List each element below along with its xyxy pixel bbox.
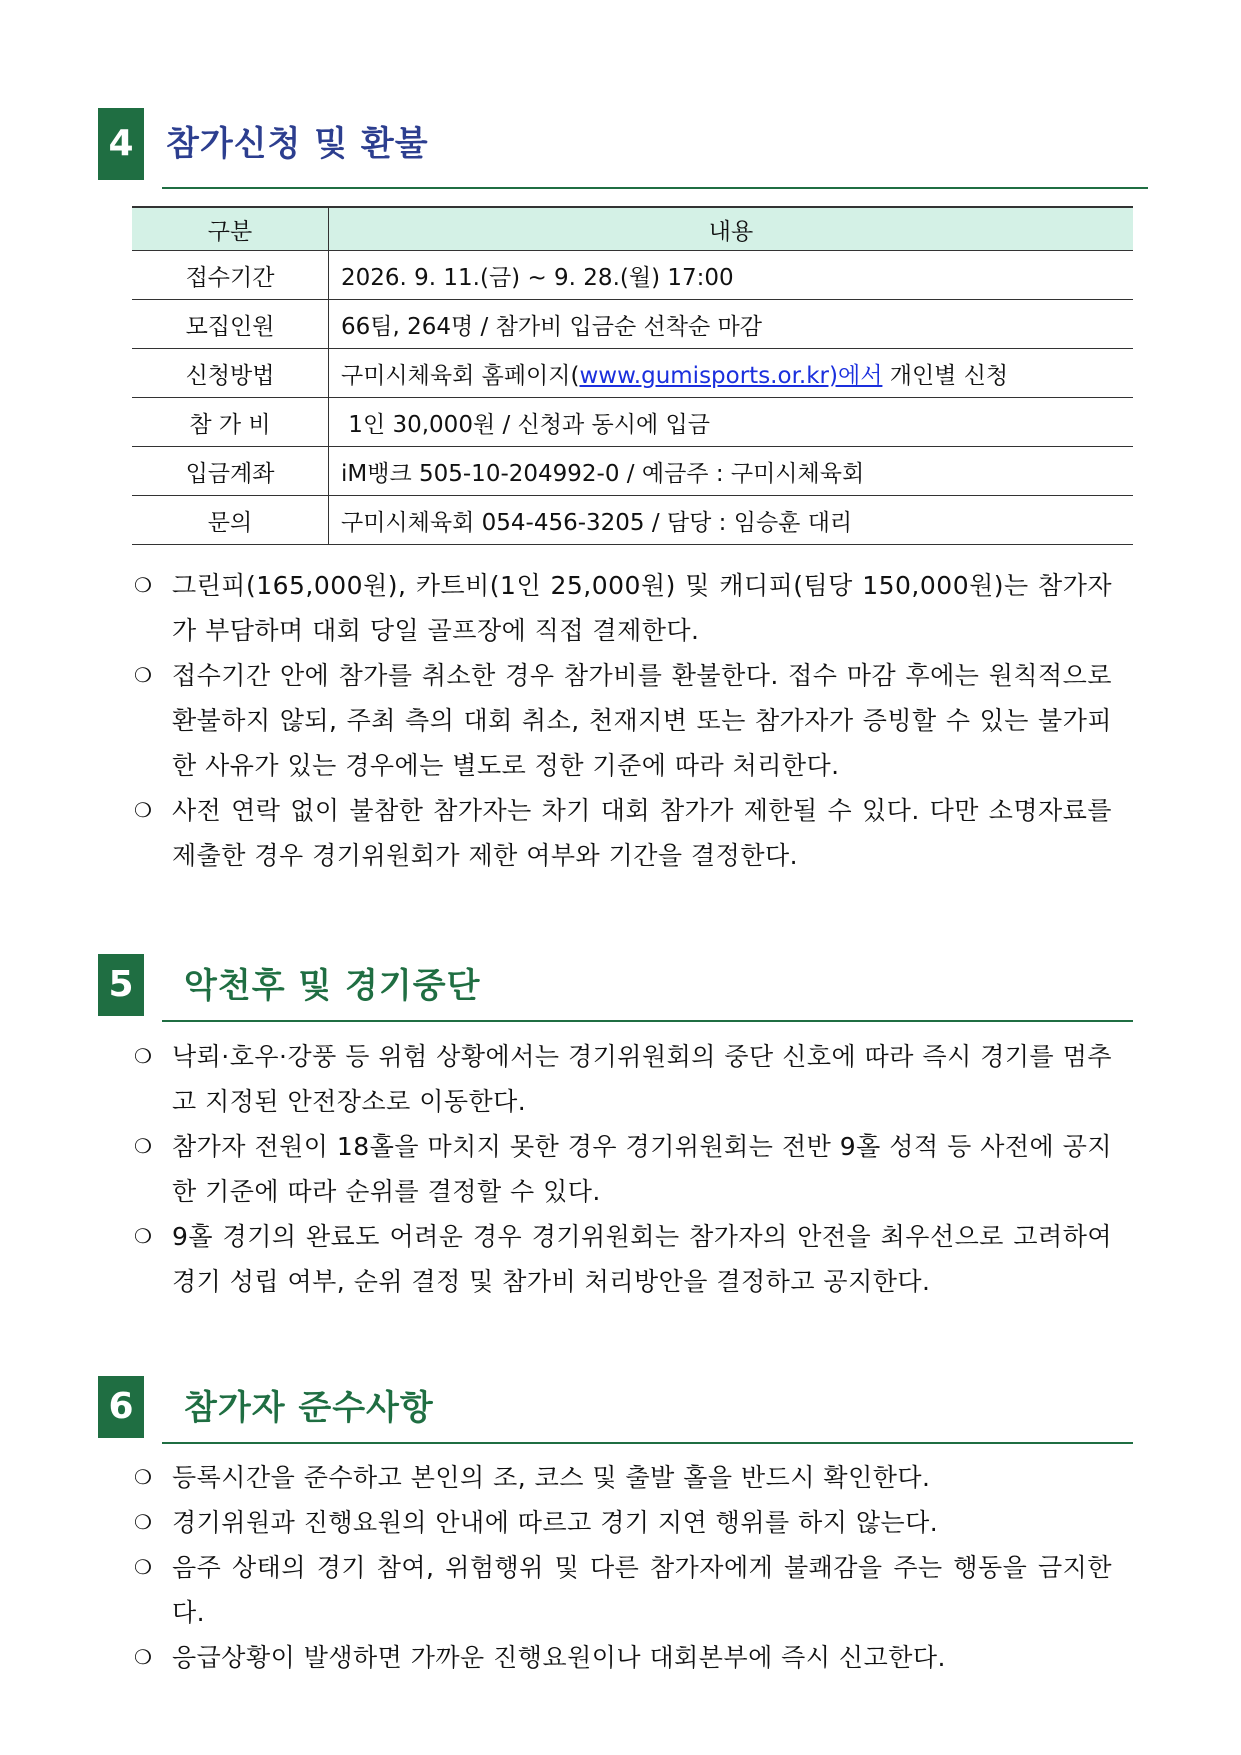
row-value: 구미시체육회 054-456-3205 / 담당 : 임승훈 대리	[329, 496, 1134, 545]
row-label: 입금계좌	[132, 447, 329, 496]
section6-bullet-list	[132, 1455, 1112, 1680]
section-bad-weather	[0, 954, 1241, 1026]
registration-info-table	[132, 206, 1133, 545]
row-label: 문의	[132, 496, 329, 545]
section-divider	[162, 1442, 1133, 1444]
table-header-content: 내용	[329, 207, 1134, 251]
list-item: ❍ 9홀 경기의 완료도 어려운 경우 경기위원회는 참가자의 안전을 최우선으로 고려하여 경기 성립 여부, 순위 결정 및 참가비 처리방안을 결정하고 공지한다.	[132, 1214, 1112, 1304]
section-title: 참가신청 및 환불	[166, 124, 429, 164]
section-participant-rules	[0, 1376, 1241, 1448]
circle-bullet-icon: ❍	[134, 1134, 153, 1158]
row-value: 1인 30,000원 / 신청과 동시에 입금	[329, 398, 1134, 447]
circle-bullet-icon: ❍	[134, 1645, 153, 1669]
section-header	[0, 1376, 1241, 1448]
table-row	[132, 349, 1133, 398]
table-header-category: 구분	[132, 207, 329, 251]
section-registration-refund	[0, 108, 1241, 180]
section-title: 참가자 준수사항	[184, 1388, 434, 1428]
list-item: ❍ 등록시간을 준수하고 본인의 조, 코스 및 출발 홀을 반드시 확인한다.	[132, 1455, 1112, 1500]
table-row	[132, 447, 1133, 496]
row-value	[329, 349, 1134, 398]
list-item: ❍ 응급상황이 발생하면 가까운 진행요원이나 대회본부에 즉시 신고한다.	[132, 1635, 1112, 1680]
circle-bullet-icon: ❍	[134, 573, 153, 597]
section-header	[0, 954, 1241, 1026]
row-label: 접수기간	[132, 251, 329, 300]
table-header-row	[132, 207, 1133, 251]
row-value: 66팀, 264명 / 참가비 입금순 선착순 마감	[329, 300, 1134, 349]
list-item: ❍ 낙뢰·호우·강풍 등 위험 상황에서는 경기위원회의 중단 신호에 따라 즉시 경기를 멈추고 지정된 안전장소로 이동한다.	[132, 1034, 1112, 1124]
table-row	[132, 251, 1133, 300]
section-number: 4	[98, 108, 144, 180]
value-suffix: 개인별 신청	[882, 362, 1009, 389]
row-label: 참 가 비	[132, 398, 329, 447]
section-divider	[162, 187, 1148, 189]
circle-bullet-icon: ❍	[134, 1224, 153, 1248]
list-item: ❍ 그린피(165,000원), 카트비(1인 25,000원) 및 캐디피(팀당 150,000원)는 참가자가 부담하며 대회 당일 골프장에 직접 결제한다.	[132, 563, 1112, 653]
circle-bullet-icon: ❍	[134, 1555, 153, 1579]
list-item: ❍ 음주 상태의 경기 참여, 위험행위 및 다른 참가자에게 불쾌감을 주는 행동을 금지한다.	[132, 1545, 1112, 1635]
row-value: 2026. 9. 11.(금) ~ 9. 28.(월) 17:00	[329, 251, 1134, 300]
row-value: iM뱅크 505-10-204992-0 / 예금주 : 구미시체육회	[329, 447, 1134, 496]
section-header	[0, 108, 1241, 180]
row-label: 모집인원	[132, 300, 329, 349]
circle-bullet-icon: ❍	[134, 1044, 153, 1068]
row-label: 신청방법	[132, 349, 329, 398]
homepage-link[interactable]: www.gumisports.or.kr)에서	[579, 362, 883, 389]
circle-bullet-icon: ❍	[134, 663, 153, 687]
section-number: 6	[98, 1376, 144, 1438]
circle-bullet-icon: ❍	[134, 798, 153, 822]
section-title: 악천후 및 경기중단	[184, 966, 481, 1006]
list-item: ❍ 경기위원과 진행요원의 안내에 따르고 경기 지연 행위를 하지 않는다.	[132, 1500, 1112, 1545]
table-row	[132, 398, 1133, 447]
circle-bullet-icon: ❍	[134, 1465, 153, 1489]
table-row	[132, 300, 1133, 349]
section5-bullet-list	[132, 1034, 1112, 1304]
circle-bullet-icon: ❍	[134, 1510, 153, 1534]
list-item: ❍ 접수기간 안에 참가를 취소한 경우 참가비를 환불한다. 접수 마감 후에는 원칙적으로 환불하지 않되, 주최 측의 대회 취소, 천재지변 또는 참가자가 증빙할 수 있는 불가피한 사유가 있는 경우에는 별도로 정한 기준에 따라 처리한다.	[132, 653, 1112, 788]
section-number: 5	[98, 954, 144, 1016]
table-row	[132, 496, 1133, 545]
section-divider	[162, 1020, 1133, 1022]
list-item: ❍ 사전 연락 없이 불참한 참가자는 차기 대회 참가가 제한될 수 있다. 다만 소명자료를 제출한 경우 경기위원회가 제한 여부와 기간을 결정한다.	[132, 788, 1112, 878]
value-prefix: 구미시체육회 홈페이지(	[341, 362, 580, 389]
list-item: ❍ 참가자 전원이 18홀을 마치지 못한 경우 경기위원회는 전반 9홀 성적 등 사전에 공지한 기준에 따라 순위를 결정할 수 있다.	[132, 1124, 1112, 1214]
section4-bullet-list	[132, 563, 1112, 878]
